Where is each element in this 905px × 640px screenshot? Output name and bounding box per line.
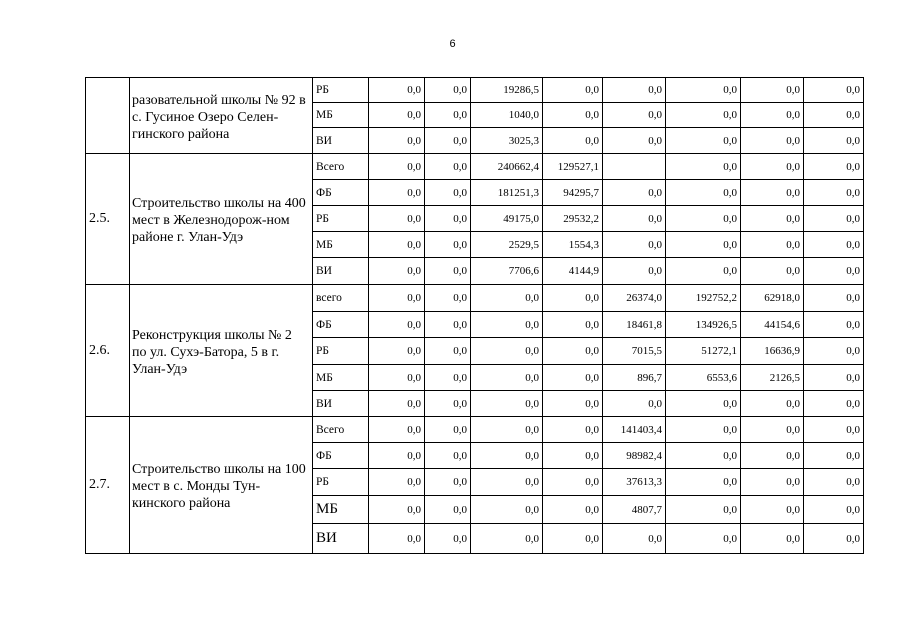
amount-cell: 0,0 xyxy=(666,232,741,258)
amount-cell: 0,0 xyxy=(369,232,425,258)
table-row xyxy=(86,78,864,103)
amount-cell: 0,0 xyxy=(425,443,471,469)
amount-cell xyxy=(603,154,666,180)
amount-cell: 0,0 xyxy=(369,258,425,285)
funding-source: РБ xyxy=(313,338,369,365)
amount-cell: 0,0 xyxy=(543,443,603,469)
amount-cell: 0,0 xyxy=(369,496,425,524)
amount-cell: 0,0 xyxy=(741,154,804,180)
table-row xyxy=(86,285,864,312)
table-row xyxy=(86,417,864,443)
funding-source: МБ xyxy=(313,232,369,258)
amount-cell: 0,0 xyxy=(666,154,741,180)
section-name: Строительство школы на 100 мест в с. Монды Тун-кинского района xyxy=(130,417,313,554)
funding-source: МБ xyxy=(313,496,369,524)
amount-cell: 19286,5 xyxy=(471,78,543,103)
amount-cell: 0,0 xyxy=(471,524,543,554)
section-name: разовательной школы № 92 в с. Гусиное Озеро Селен-гинского района xyxy=(130,78,313,154)
amount-cell: 0,0 xyxy=(369,103,425,128)
amount-cell: 896,7 xyxy=(603,365,666,391)
amount-cell: 0,0 xyxy=(425,285,471,312)
amount-cell: 0,0 xyxy=(741,180,804,206)
amount-cell: 0,0 xyxy=(804,78,864,103)
amount-cell: 0,0 xyxy=(666,78,741,103)
amount-cell: 0,0 xyxy=(425,180,471,206)
amount-cell: 0,0 xyxy=(741,443,804,469)
amount-cell: 181251,3 xyxy=(471,180,543,206)
section-number: 2.5. xyxy=(86,154,130,285)
amount-cell: 0,0 xyxy=(804,258,864,285)
funding-source: ВИ xyxy=(313,524,369,554)
amount-cell: 192752,2 xyxy=(666,285,741,312)
amount-cell: 98982,4 xyxy=(603,443,666,469)
amount-cell: 0,0 xyxy=(804,180,864,206)
amount-cell: 0,0 xyxy=(471,391,543,417)
amount-cell: 134926,5 xyxy=(666,312,741,338)
amount-cell: 0,0 xyxy=(804,103,864,128)
amount-cell: 0,0 xyxy=(804,496,864,524)
amount-cell: 0,0 xyxy=(741,232,804,258)
amount-cell: 0,0 xyxy=(666,469,741,496)
amount-cell: 0,0 xyxy=(666,496,741,524)
section-name: Реконструкция школы № 2 по ул. Сухэ-Батора, 5 в г. Улан-Удэ xyxy=(130,285,313,417)
funding-source: Всего xyxy=(313,417,369,443)
amount-cell: 0,0 xyxy=(369,78,425,103)
amount-cell: 0,0 xyxy=(369,154,425,180)
amount-cell: 0,0 xyxy=(369,365,425,391)
amount-cell: 0,0 xyxy=(425,206,471,232)
amount-cell: 0,0 xyxy=(804,338,864,365)
amount-cell: 0,0 xyxy=(603,180,666,206)
amount-cell: 0,0 xyxy=(804,365,864,391)
amount-cell: 94295,7 xyxy=(543,180,603,206)
amount-cell: 0,0 xyxy=(425,469,471,496)
amount-cell: 7706,6 xyxy=(471,258,543,285)
amount-cell: 0,0 xyxy=(804,206,864,232)
amount-cell: 0,0 xyxy=(543,312,603,338)
amount-cell: 0,0 xyxy=(741,417,804,443)
amount-cell: 0,0 xyxy=(804,285,864,312)
amount-cell: 0,0 xyxy=(543,285,603,312)
amount-cell: 0,0 xyxy=(543,338,603,365)
amount-cell: 0,0 xyxy=(425,417,471,443)
amount-cell: 0,0 xyxy=(369,469,425,496)
funding-source: ФБ xyxy=(313,180,369,206)
amount-cell: 0,0 xyxy=(804,232,864,258)
amount-cell: 51272,1 xyxy=(666,338,741,365)
amount-cell: 1554,3 xyxy=(543,232,603,258)
amount-cell: 0,0 xyxy=(666,417,741,443)
amount-cell: 0,0 xyxy=(471,469,543,496)
amount-cell: 0,0 xyxy=(603,128,666,154)
amount-cell: 240662,4 xyxy=(471,154,543,180)
funding-source: ФБ xyxy=(313,443,369,469)
section-number xyxy=(86,78,130,154)
amount-cell: 0,0 xyxy=(425,312,471,338)
amount-cell: 0,0 xyxy=(666,391,741,417)
amount-cell: 0,0 xyxy=(543,469,603,496)
amount-cell: 0,0 xyxy=(471,417,543,443)
amount-cell: 0,0 xyxy=(603,524,666,554)
amount-cell: 0,0 xyxy=(666,128,741,154)
funding-source: ФБ xyxy=(313,312,369,338)
amount-cell: 0,0 xyxy=(603,103,666,128)
amount-cell: 0,0 xyxy=(804,524,864,554)
amount-cell: 0,0 xyxy=(471,285,543,312)
amount-cell: 0,0 xyxy=(425,128,471,154)
amount-cell: 0,0 xyxy=(666,180,741,206)
amount-cell: 1040,0 xyxy=(471,103,543,128)
amount-cell: 0,0 xyxy=(425,103,471,128)
amount-cell: 0,0 xyxy=(425,524,471,554)
amount-cell: 37613,3 xyxy=(603,469,666,496)
amount-cell: 0,0 xyxy=(603,78,666,103)
amount-cell: 0,0 xyxy=(471,338,543,365)
amount-cell: 0,0 xyxy=(369,417,425,443)
amount-cell: 0,0 xyxy=(741,258,804,285)
amount-cell: 0,0 xyxy=(425,232,471,258)
amount-cell: 0,0 xyxy=(425,391,471,417)
amount-cell: 0,0 xyxy=(471,443,543,469)
amount-cell: 0,0 xyxy=(741,206,804,232)
amount-cell: 0,0 xyxy=(804,391,864,417)
amount-cell: 0,0 xyxy=(425,365,471,391)
funding-source: Всего xyxy=(313,154,369,180)
amount-cell: 0,0 xyxy=(471,312,543,338)
amount-cell: 0,0 xyxy=(369,180,425,206)
amount-cell: 0,0 xyxy=(741,524,804,554)
amount-cell: 0,0 xyxy=(741,496,804,524)
funding-source: всего xyxy=(313,285,369,312)
amount-cell: 0,0 xyxy=(603,232,666,258)
funding-source: ВИ xyxy=(313,391,369,417)
amount-cell: 2529,5 xyxy=(471,232,543,258)
amount-cell: 0,0 xyxy=(741,469,804,496)
section-number: 2.6. xyxy=(86,285,130,417)
amount-cell: 0,0 xyxy=(804,312,864,338)
amount-cell: 0,0 xyxy=(666,443,741,469)
budget-table xyxy=(85,77,864,554)
funding-source: РБ xyxy=(313,206,369,232)
amount-cell: 0,0 xyxy=(804,154,864,180)
amount-cell: 0,0 xyxy=(543,103,603,128)
amount-cell: 18461,8 xyxy=(603,312,666,338)
amount-cell: 0,0 xyxy=(666,524,741,554)
amount-cell: 2126,5 xyxy=(741,365,804,391)
amount-cell: 4807,7 xyxy=(603,496,666,524)
amount-cell: 0,0 xyxy=(741,103,804,128)
amount-cell: 0,0 xyxy=(603,258,666,285)
amount-cell: 16636,9 xyxy=(741,338,804,365)
section-number: 2.7. xyxy=(86,417,130,554)
amount-cell: 6553,6 xyxy=(666,365,741,391)
amount-cell: 0,0 xyxy=(369,524,425,554)
amount-cell: 49175,0 xyxy=(471,206,543,232)
amount-cell: 0,0 xyxy=(603,206,666,232)
amount-cell: 0,0 xyxy=(369,128,425,154)
amount-cell: 4144,9 xyxy=(543,258,603,285)
amount-cell: 0,0 xyxy=(471,365,543,391)
amount-cell: 0,0 xyxy=(666,258,741,285)
amount-cell: 0,0 xyxy=(369,443,425,469)
amount-cell: 0,0 xyxy=(425,338,471,365)
amount-cell: 0,0 xyxy=(741,78,804,103)
funding-source: МБ xyxy=(313,365,369,391)
amount-cell: 0,0 xyxy=(741,391,804,417)
amount-cell: 0,0 xyxy=(369,206,425,232)
amount-cell: 0,0 xyxy=(543,78,603,103)
amount-cell: 0,0 xyxy=(425,496,471,524)
page-number: 6 xyxy=(449,38,456,50)
funding-source: ВИ xyxy=(313,128,369,154)
amount-cell: 0,0 xyxy=(369,338,425,365)
amount-cell: 0,0 xyxy=(543,365,603,391)
amount-cell: 29532,2 xyxy=(543,206,603,232)
amount-cell: 0,0 xyxy=(543,391,603,417)
amount-cell: 0,0 xyxy=(804,417,864,443)
amount-cell: 141403,4 xyxy=(603,417,666,443)
amount-cell: 0,0 xyxy=(369,285,425,312)
funding-source: МБ xyxy=(313,103,369,128)
amount-cell: 0,0 xyxy=(666,103,741,128)
amount-cell: 0,0 xyxy=(804,443,864,469)
amount-cell: 0,0 xyxy=(666,206,741,232)
amount-cell: 44154,6 xyxy=(741,312,804,338)
amount-cell: 0,0 xyxy=(543,417,603,443)
amount-cell: 129527,1 xyxy=(543,154,603,180)
amount-cell: 0,0 xyxy=(804,128,864,154)
amount-cell: 0,0 xyxy=(543,496,603,524)
amount-cell: 0,0 xyxy=(804,469,864,496)
amount-cell: 0,0 xyxy=(543,524,603,554)
amount-cell: 0,0 xyxy=(543,128,603,154)
amount-cell: 0,0 xyxy=(369,312,425,338)
amount-cell: 0,0 xyxy=(603,391,666,417)
amount-cell: 0,0 xyxy=(741,128,804,154)
amount-cell: 7015,5 xyxy=(603,338,666,365)
funding-source: ВИ xyxy=(313,258,369,285)
amount-cell: 3025,3 xyxy=(471,128,543,154)
amount-cell: 0,0 xyxy=(425,78,471,103)
amount-cell: 0,0 xyxy=(471,496,543,524)
section-name: Строительство школы на 400 мест в Железнодорож-ном районе г. Улан-Удэ xyxy=(130,154,313,285)
amount-cell: 62918,0 xyxy=(741,285,804,312)
funding-source: РБ xyxy=(313,469,369,496)
table-row xyxy=(86,154,864,180)
amount-cell: 0,0 xyxy=(425,258,471,285)
funding-source: РБ xyxy=(313,78,369,103)
amount-cell: 0,0 xyxy=(425,154,471,180)
amount-cell: 0,0 xyxy=(369,391,425,417)
amount-cell: 26374,0 xyxy=(603,285,666,312)
